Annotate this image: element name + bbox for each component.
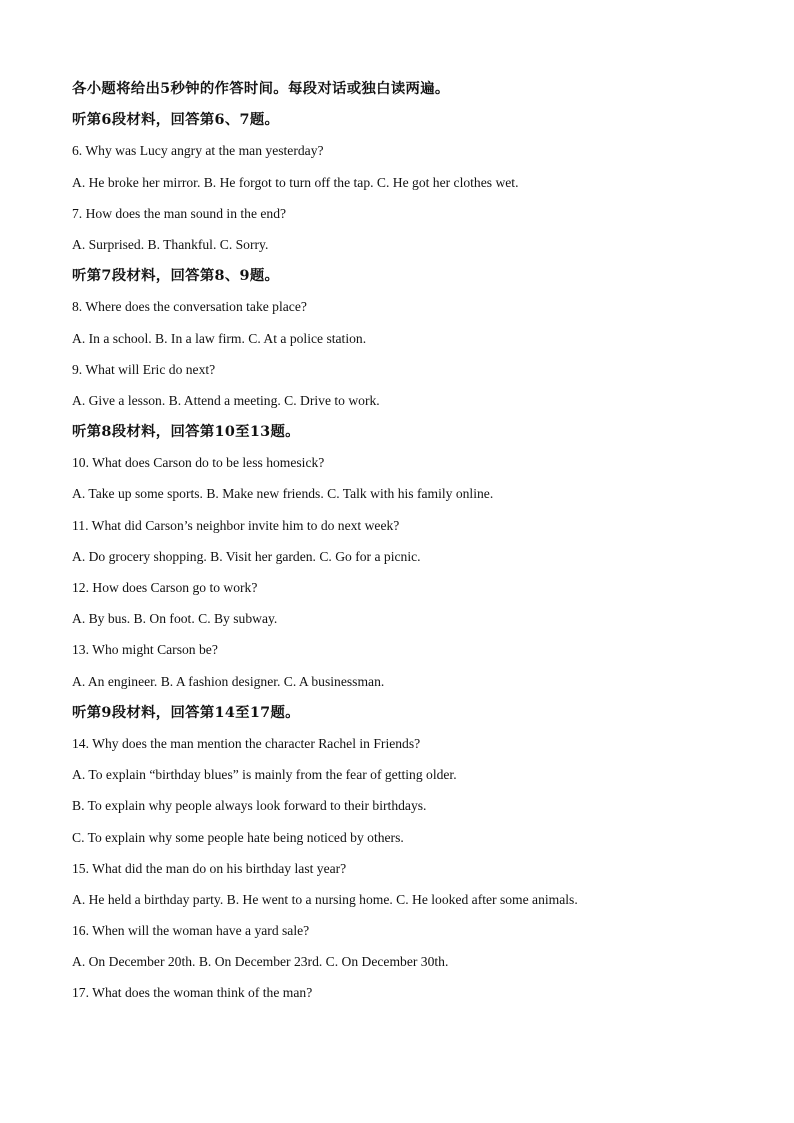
question-text: 9. What will Eric do next? — [72, 361, 216, 377]
question-options: A. Do grocery shopping. B. Visit her garden. C. Go for a picnic. — [72, 548, 421, 564]
question-options: A. He held a birthday party. B. He went to a nursing home. C. He looked after some animals. — [72, 891, 578, 907]
section-heading: 听第7段材料，回答第8、9题。 — [72, 267, 280, 285]
question-text: 7. How does the man sound in the end? — [72, 205, 287, 221]
section-heading: 听第9段材料，回答第14至17题。 — [72, 703, 300, 721]
question-options: A. Surprised. B. Thankful. C. Sorry. — [72, 236, 269, 252]
question-text: 16. When will the woman have a yard sale? — [72, 923, 310, 939]
question-options: A. On December 20th. B. On December 23rd. C. On December 30th. — [72, 954, 449, 970]
question-options: A. In a school. B. In a law firm. C. At a police station. — [72, 330, 367, 346]
question-text: 17. What does the woman think of the man? — [72, 985, 313, 1001]
document-page — [72, 78, 732, 1014]
section-heading: 听第6段材料，回答第6、7题。 — [72, 111, 280, 129]
section-heading: 听第8段材料，回答第10至13题。 — [72, 423, 300, 441]
question-options: A. He broke her mirror. B. He forgot to turn off the tap. C. He got her clothes wet. — [72, 174, 519, 190]
question-text: 10. What does Carson do to be less homesick? — [72, 455, 325, 471]
question-text: 6. Why was Lucy angry at the man yesterday? — [72, 143, 324, 159]
question-text: 8. Where does the conversation take place? — [72, 299, 307, 315]
question-text: 13. Who might Carson be? — [72, 642, 218, 658]
instruction-text: 各小题将给出5秒钟的作答时间。每段对话或独白读两遍。 — [72, 80, 450, 97]
question-options: A. An engineer. B. A fashion designer. C. A businessman. — [72, 673, 385, 689]
question-option: A. To explain “birthday blues” is mainly from the fear of getting older. — [72, 767, 457, 783]
question-text: 14. Why does the man mention the character Rachel in Friends? — [72, 735, 421, 751]
question-option: C. To explain why some people hate being noticed by others. — [72, 829, 404, 845]
question-text: 15. What did the man do on his birthday last year? — [72, 860, 347, 876]
question-text: 11. What did Carson’s neighbor invite him to do next week? — [72, 517, 400, 533]
question-options: A. Give a lesson. B. Attend a meeting. C. Drive to work. — [72, 392, 380, 408]
question-options: A. By bus. B. On foot. C. By subway. — [72, 611, 278, 627]
question-text: 12. How does Carson go to work? — [72, 580, 258, 595]
question-options: A. Take up some sports. B. Make new friends. C. Talk with his family online. — [72, 486, 494, 502]
question-option: B. To explain why people always look forward to their birthdays. — [72, 798, 427, 814]
